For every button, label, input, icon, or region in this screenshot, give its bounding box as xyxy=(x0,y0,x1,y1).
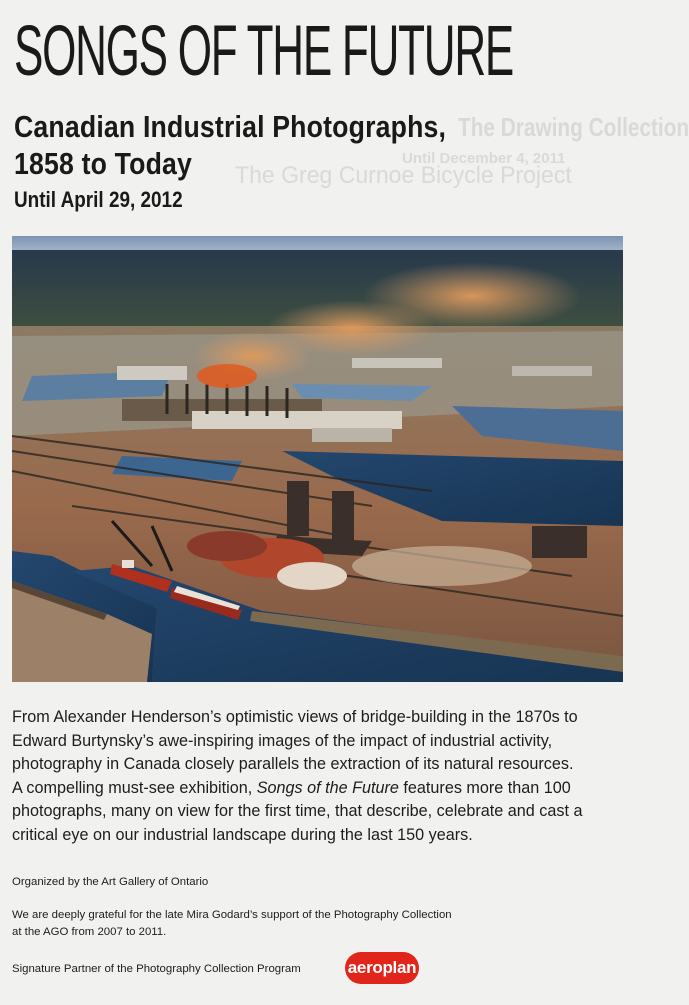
acknowledgement-line: We are deeply grateful for the late Mira Godard’s support of the Photography Collection xyxy=(12,909,452,921)
exhibition-dates: Until April 29, 2012 xyxy=(14,187,183,212)
description-line: photography in Canada closely parallels the extraction of its natural resources. xyxy=(12,755,574,774)
subtitle-line-1: Canadian Industrial Photographs, xyxy=(14,109,447,144)
sponsor-row xyxy=(12,952,432,986)
exhibition-subtitle xyxy=(14,108,446,182)
exhibition-title: SONGS OF THE FUTURE xyxy=(14,12,514,91)
description-text: features more than 100 xyxy=(398,778,571,797)
steel-plant-aerial-photo xyxy=(12,236,623,682)
acknowledgement-line: at the AGO from 2007 to 2011. xyxy=(12,926,167,938)
description-line: From Alexander Henderson’s optimistic views of bridge-building in the 1870s to xyxy=(12,708,578,726)
show-through-text-2: Until December 4, 2011 xyxy=(402,150,566,167)
subtitle-line-2: 1858 to Today xyxy=(14,146,193,181)
show-through-text-1: The Drawing Collection xyxy=(458,112,689,142)
description-line xyxy=(12,777,628,801)
acknowledgement-credit xyxy=(12,907,452,941)
description-line: photographs, many on view for the first time, that describe, celebrate and cast a xyxy=(12,802,583,821)
organizer-credit xyxy=(12,874,208,891)
show-through-text-3: The Greg Curnoe Bicycle Project xyxy=(235,162,572,189)
description-text: A compelling must-see exhibition, xyxy=(12,778,257,797)
description-line: critical eye on our industrial landscape during the last 150 years. xyxy=(12,825,473,844)
description-line: Edward Burtynsky’s awe-inspiring images of the impact of industrial activity, xyxy=(12,731,553,750)
exhibition-description xyxy=(12,706,628,848)
exhibition-title-italic: Songs of the Future xyxy=(256,778,399,797)
organizer-text: Organized by the Art Gallery of Ontario xyxy=(12,876,209,888)
sky xyxy=(12,236,623,252)
aeroplan-logo: aeroplan xyxy=(345,952,419,984)
sponsor-text: Signature Partner of the Photography Collection Program xyxy=(12,963,301,975)
